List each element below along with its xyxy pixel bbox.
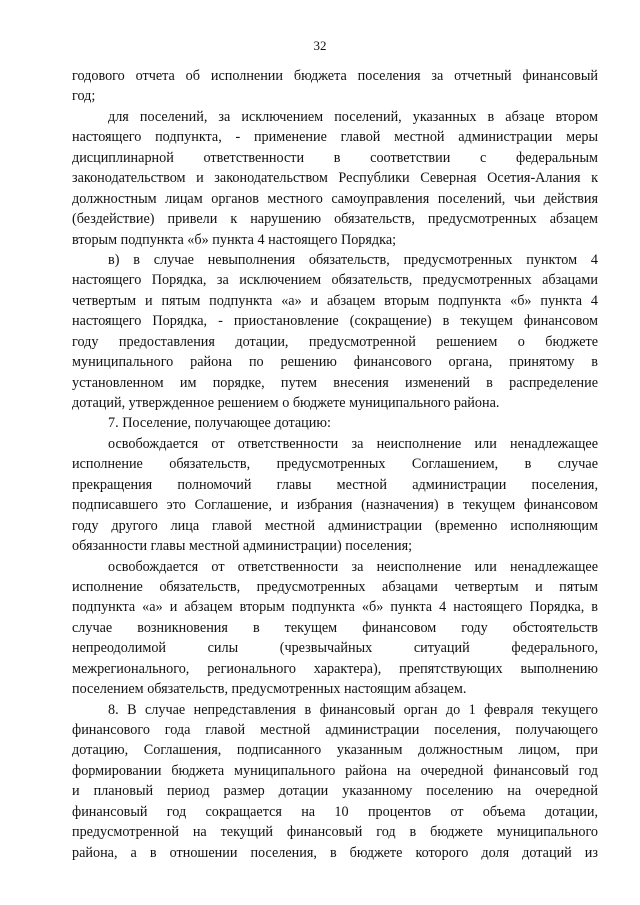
page-number: 32 [313,38,327,53]
text-line: должностным лицам органов местного самоуправления поселений, чьи действия [72,190,598,207]
text-line: для поселений, за исключением поселений, указанных в абзаце втором [108,108,598,125]
text-line: района, а в отношении поселения, в бюджете которого доля дотаций из [72,844,598,861]
text-line: и плановый период размер дотации указанному поселению на очередной [72,783,598,800]
text-line: обязанности главы местной администрации) поселения; [72,538,413,555]
document-body [72,66,598,863]
text-line: вторым подпункта «б» пункта 4 настоящего Порядка; [72,231,397,248]
text-line: (бездействие) привели к нарушению обязательств, предусмотренных абзацем [72,211,598,228]
text-line: межрегионального, регионального характера), препятствующих выполнению [72,660,598,677]
text-line: установленном им порядке, путем внесения изменений в распределение [72,374,598,391]
text-line: четвертым и пятым подпункта «а» и абзацем вторым подпункта «б» пункта 4 [72,292,598,309]
text-line: годового отчета об исполнении бюджета поселения за отчетный финансовый [72,68,598,84]
text-line: финансового года главой местной администрации поселения, получающего [72,722,598,738]
text-line: 8. В случае непредставления в финансовый орган до 1 февраля текущего [108,701,598,718]
text-line: предусмотренной на текущий финансовый год в бюджете муниципального [72,824,598,841]
text-line: дисциплинарной ответственности в соответствии с федеральным [72,149,598,166]
text-line: непреодолимой силы (чрезвычайных ситуаций федерального, [72,640,598,657]
text-line: году другого лица главой местной администрации (временно исполняющим [72,517,598,534]
text-line: муниципального района по решению финансового органа, принятому в [72,354,598,371]
text-line: случае возникновения в текущем финансовом году обстоятельств [72,619,598,636]
text-line: законодательством и законодательством Республики Северная Осетия-Алания к [72,170,598,187]
text-line: дотацию, Соглашения, подписанного указанным должностным лицом, при [72,742,598,759]
text-line: исполнение обязательств, предусмотренных Соглашением, в случае [72,456,598,473]
text-line: настоящего подпункта, - применение главой местной администрации меры [72,129,598,146]
text-line: настоящего Порядка, - приостановление (сокращение) в текущем финансовом [72,313,598,330]
text-line: прекращения полномочий главы местной администрации поселения, [72,476,598,493]
text-line: освобождается от ответственности за неисполнение или ненадлежащее [108,435,598,452]
text-line: формировании бюджета муниципального района на очередной финансовый год [72,762,598,779]
text-line: финансовый год сокращается на 10 процентов от объема дотации, [72,803,598,820]
text-line: подпункта «а» и абзацем вторым подпункта «б» пункта 4 настоящего Порядка, в [72,599,598,616]
text-line: год; [72,88,96,105]
text-line: 7. Поселение, получающее дотацию: [108,415,331,432]
text-line: дотаций, утвержденное решением о бюджете муниципального района. [72,395,500,411]
text-line: подписавшего это Соглашение, и избрания (назначения) в текущем финансовом [72,497,598,514]
text-line: освобождается от ответственности за неисполнение или ненадлежащее [108,558,598,575]
text-line: в) в случае невыполнения обязательств, предусмотренных пунктом 4 [108,251,598,268]
text-line: поселением обязательств, предусмотренных настоящим абзацем. [72,681,467,698]
text-line: году предоставления дотации, предусмотренной решением о бюджете [72,333,598,350]
text-line: настоящего Порядка, за исключением обязательств, предусмотренных абзацами [72,272,598,289]
text-line: исполнение обязательств, предусмотренных абзацами четвертым и пятым [72,578,598,595]
